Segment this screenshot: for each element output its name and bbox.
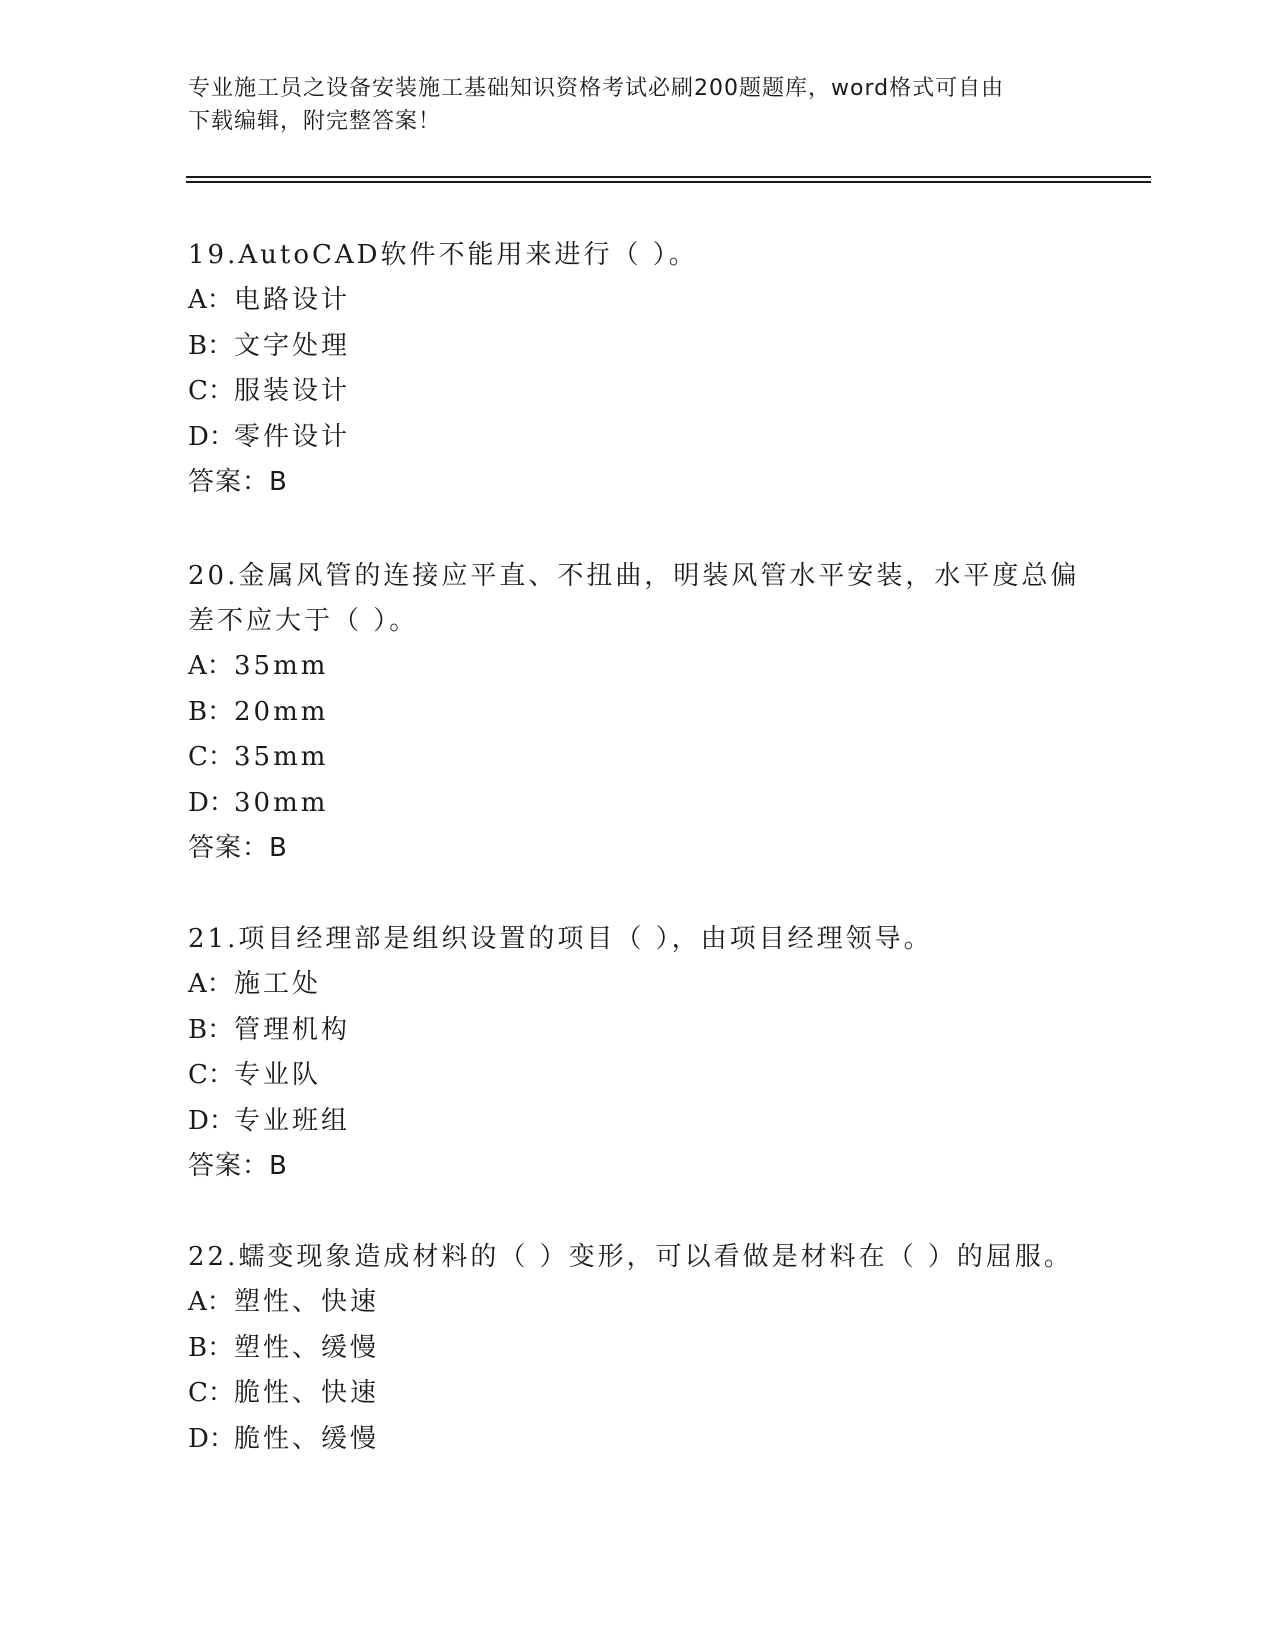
option-text: 35mm	[234, 651, 329, 681]
question-stem: 21.项目经理部是组织设置的项目（ ），由项目经理领导。	[188, 924, 933, 954]
option-text: 管理机构	[234, 1014, 351, 1045]
question-21	[188, 917, 1088, 1189]
option-letter: B：	[188, 1014, 234, 1045]
option-letter: D：	[188, 1105, 235, 1136]
option-letter: C：	[188, 742, 234, 772]
option-letter: B：	[188, 696, 234, 727]
option-c	[188, 369, 1088, 415]
option-letter: B：	[188, 1332, 234, 1363]
option-text: 服装设计	[234, 376, 351, 406]
option-text: 文字处理	[234, 330, 351, 361]
option-c	[188, 735, 1088, 781]
header-line-1: 专业施工员之设备安装施工基础知识资格考试必刷200题题库，word格式可自由	[188, 76, 1005, 101]
option-letter: C：	[188, 1378, 234, 1408]
option-text: 35mm	[234, 742, 329, 772]
header-line-2: 下载编辑，附完整答案！	[188, 109, 442, 134]
option-text: 专业队	[234, 1060, 322, 1090]
option-text: 塑性、缓慢	[234, 1332, 380, 1363]
option-letter: D：	[188, 787, 235, 818]
option-a	[188, 278, 1088, 324]
question-stem: 19.AutoCAD软件不能用来进行（ ）。	[188, 240, 698, 270]
option-letter: B：	[188, 330, 234, 361]
option-letter: A：	[188, 1287, 233, 1317]
option-text: 20mm	[234, 696, 329, 727]
option-text: 零件设计	[234, 421, 351, 452]
option-b	[188, 324, 1088, 370]
question-19	[188, 233, 1088, 505]
option-d	[188, 781, 1088, 827]
option-text: 施工处	[234, 969, 322, 999]
option-text: 脆性、快速	[234, 1378, 380, 1408]
question-stem-line-2: 差不应大于（ ）。	[188, 606, 419, 636]
question-stem-line-1: 20.金属风管的连接应平直、不扭曲，明装风管水平安装，水平度总偏	[188, 561, 1080, 591]
option-c	[188, 1371, 1088, 1417]
option-letter: C：	[188, 376, 234, 406]
option-letter: D：	[188, 421, 235, 452]
option-text: 30mm	[234, 787, 329, 818]
option-text: 脆性、缓慢	[234, 1423, 380, 1454]
option-a	[188, 962, 1088, 1008]
option-text: 电路设计	[234, 285, 351, 315]
answer-line: 答案：B	[188, 833, 288, 863]
question-22	[188, 1235, 1088, 1462]
option-a	[188, 644, 1088, 690]
option-text: 塑性、快速	[234, 1287, 380, 1317]
document-header	[188, 72, 1068, 138]
option-letter: A：	[188, 651, 233, 681]
answer-line: 答案：B	[188, 467, 288, 497]
option-b	[188, 690, 1088, 736]
option-b	[188, 1008, 1088, 1054]
question-20	[188, 554, 1088, 871]
option-c	[188, 1053, 1088, 1099]
question-stem: 22.蠕变现象造成材料的（ ）变形，可以看做是材料在（ ）的屈服。	[188, 1242, 1073, 1272]
option-d	[188, 1099, 1088, 1145]
header-divider-top	[186, 176, 1151, 178]
option-letter: A：	[188, 969, 233, 999]
option-a	[188, 1280, 1088, 1326]
option-b	[188, 1326, 1088, 1372]
option-d	[188, 1417, 1088, 1463]
option-letter: D：	[188, 1423, 235, 1454]
option-text: 专业班组	[234, 1105, 351, 1136]
option-letter: A：	[188, 285, 233, 315]
answer-line: 答案：B	[188, 1151, 288, 1181]
option-letter: C：	[188, 1060, 234, 1090]
header-divider-bottom	[186, 181, 1151, 183]
option-d	[188, 415, 1088, 461]
